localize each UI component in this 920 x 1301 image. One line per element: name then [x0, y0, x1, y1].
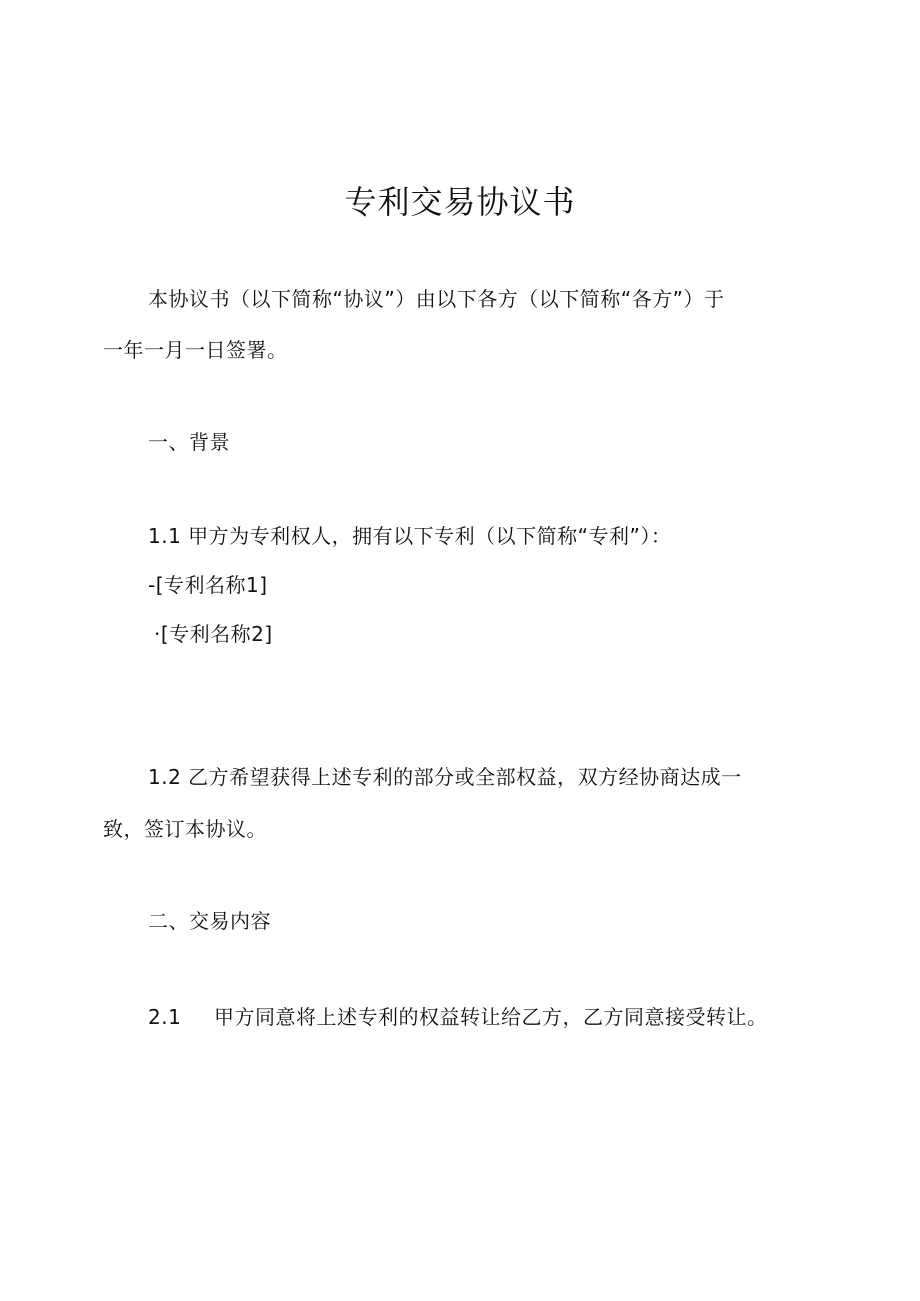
clause-1-2-line-1: 1.2 乙方希望获得上述专利的部分或全部权益，双方经协商达成一	[148, 765, 742, 789]
clause-2-1-text: 甲方同意将上述专利的权益转让给乙方，乙方同意接受转让。	[214, 1005, 768, 1029]
clause-1-1: 1.1 甲方为专利权人，拥有以下专利（以下简称“专利”）：	[148, 524, 672, 548]
patent-item-1: -[专利名称1]	[148, 573, 268, 597]
patent-item-2: ·[专利名称2]	[154, 622, 273, 646]
section-1-heading: 一、背景	[148, 430, 230, 454]
intro-line-2: 一年一月一日签署。	[103, 338, 288, 362]
section-2-heading: 二、交易内容	[148, 909, 271, 933]
intro-line-1: 本协议书（以下简称“协议”）由以下各方（以下简称“各方”）于	[148, 287, 725, 311]
clause-1-2-line-2: 致，签订本协议。	[103, 817, 267, 841]
document-title: 专利交易协议书	[344, 183, 576, 221]
clause-2-1-number: 2.1	[148, 1005, 182, 1029]
